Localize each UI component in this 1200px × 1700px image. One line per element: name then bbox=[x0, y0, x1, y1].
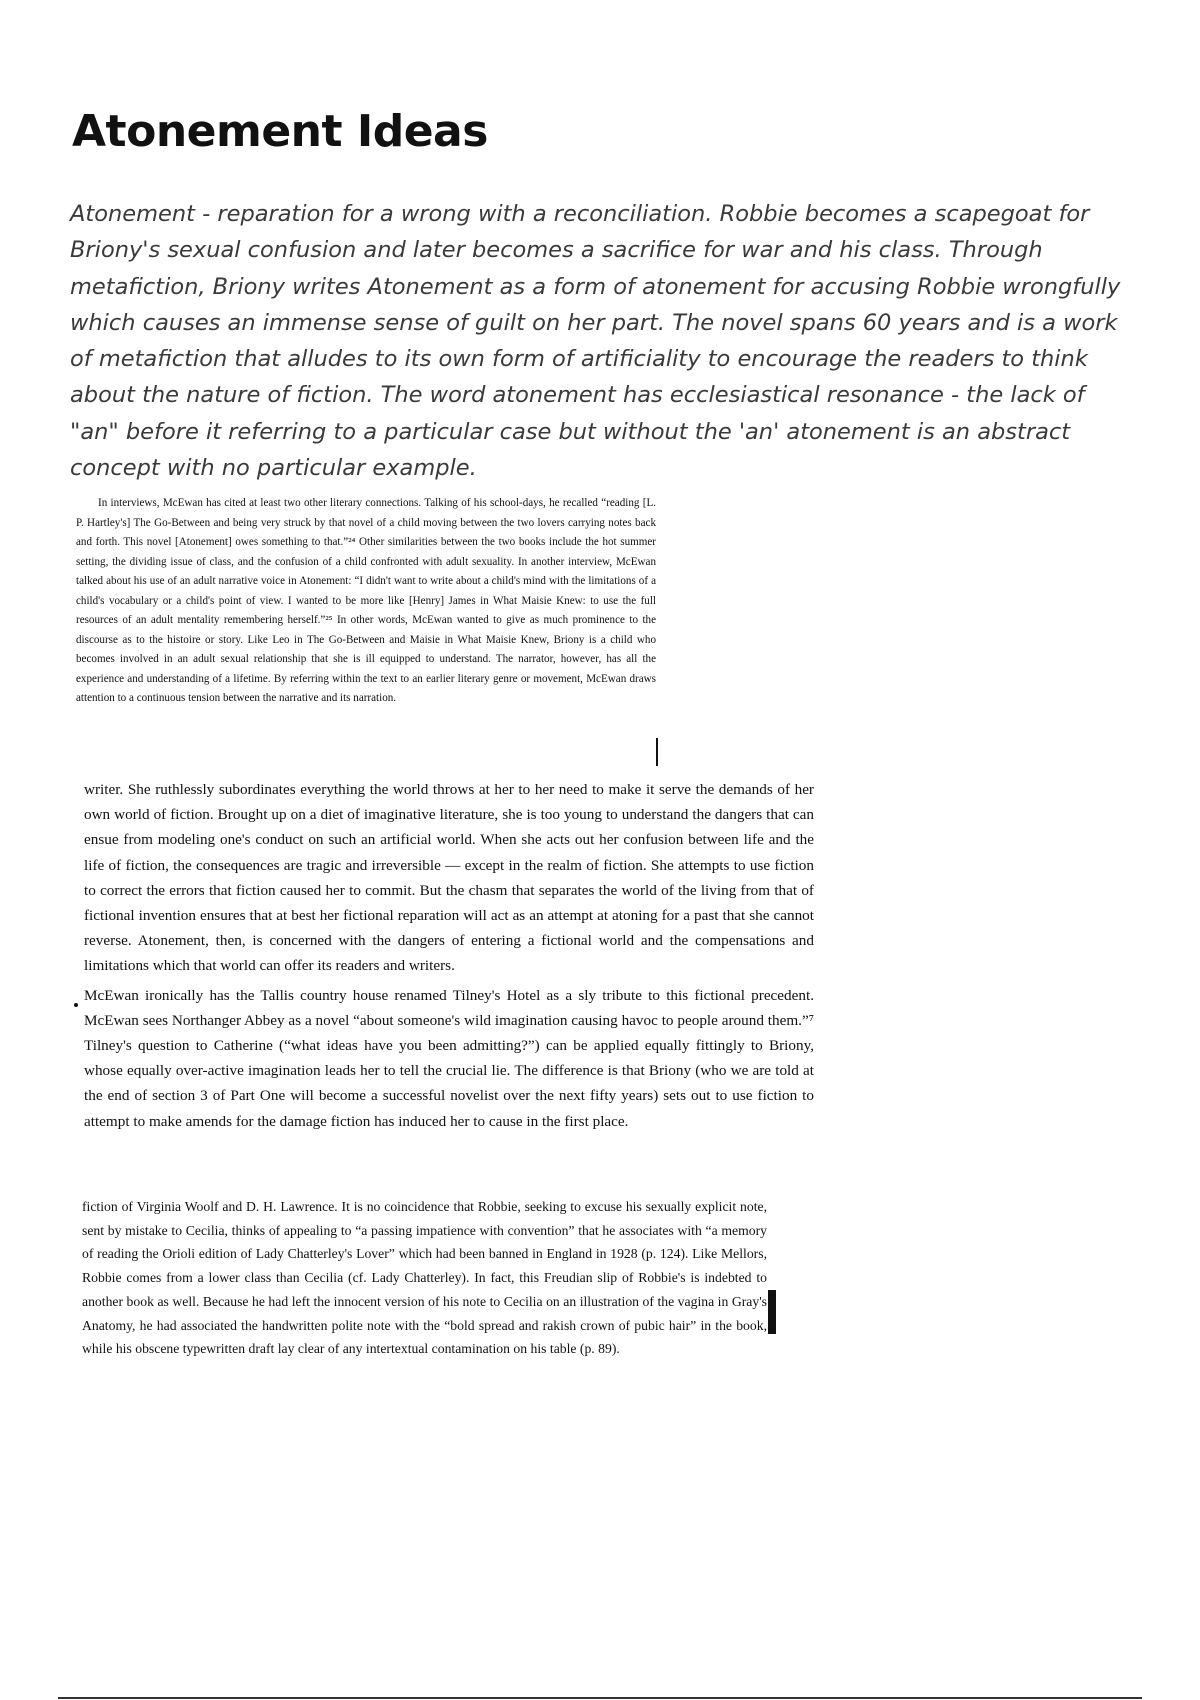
scan-margin-mark bbox=[768, 1290, 776, 1334]
excerpt-paragraph: McEwan ironically has the Tallis country house renamed Tilney's Hotel as a sly tribute to this fictional precedent. McEwan sees Northanger Abbey as a novel “about someone's wild imagination causing havoc to people around them.”⁷ Tilney's question to Catherine (“what ideas have you been admitting?”) can be applied equally fittingly to Briony, whose equally over-active imagination leads her to tell the crucial lie. The difference is that Briony (who we are told at the end of section 3 of Part One will become a successful novelist over the next fifty years) sets out to use fiction to attempt to make amends for the damage fiction has induced her to cause in the first place. bbox=[84, 986, 814, 1130]
page-title: Atonement Ideas bbox=[72, 106, 488, 157]
excerpt-paragraph: In interviews, McEwan has cited at least two other literary connections. Talking of his school-days, he recalled “reading [L. P. Hartley's] The Go-Between and being very struck by that novel of a child moving between the two lovers carrying notes back and forth. This novel [Atonement] owes something to that.”²⁴ Other similarities between the two books include the hot summer setting, the dividing issue of class, and the confusion of a child confronted with adult sexuality. In another interview, McEwan talked about his use of an adult narrative voice in Atonement: “I didn't want to write about a child's mind with the limitations of a child's vocabulary or a child's point of view. I wanted to be more like [Henry] James in What Maisie Knew: to use the full resources of an adult mentality remembering herself.”²⁵ In other words, McEwan wanted to give as much prominence to the discourse as to the histoire or story. Like Leo in The Go-Between and Maisie in What Maisie Knew, Briony is a child who becomes involved in an adult sexual relationship that she is ill equipped to understand. The narrator, however, has all the experience and understanding of a lifetime. By referring within the text to an earlier literary genre or movement, McEwan draws attention to a continuous tension between the narrative and its narration. bbox=[76, 497, 656, 705]
intro-paragraph: Atonement - reparation for a wrong with a reconciliation. Robbie becomes a scapegoat for Briony's sexual confusion and later becomes a sacrifice for war and his class. Through metafiction, Briony writes Atonement as a form of atonement for accusing Robbie wrongfully which causes an immense sense of guilt on her part. The novel spans 60 years and is a work of metafiction that alludes to its own form of artificiality to encourage the readers to think about the nature of fiction. The word atonement has ecclesiastical resonance - the lack of "an" before it referring to a particular case but without the 'an' atonement is an abstract concept with no particular example. bbox=[70, 201, 1121, 482]
scan-speck bbox=[74, 1003, 78, 1007]
excerpt-paragraph: writer. She ruthlessly subordinates everything the world throws at her to her need to make it serve the demands of her own world of fiction. Brought up on a diet of imaginative literature, she is too young to understand the dangers that can ensue from modeling one's conduct on such an artificial world. When she acts out her confusion between life and the life of fiction, the consequences are tragic and irreversible — except in the realm of fiction. She attempts to use fiction to correct the errors that fiction caused her to commit. But the chasm that separates the world of the living from that of fictional invention ensures that at best her fictional reparation will act as an attempt at atoning for a past that she cannot reverse. Atonement, then, is concerned with the dangers of entering a fictional world and the compensations and limitations which that world can offer its readers and writers. bbox=[84, 781, 814, 975]
scanned-excerpt-fiction bbox=[84, 777, 814, 1134]
excerpt-paragraph: fiction of Virginia Woolf and D. H. Lawrence. It is no coincidence that Robbie, seeking to excuse his sexually explicit note, sent by mistake to Cecilia, thinks of appealing to “a passing impatience with convention” that he associates with “a memory of reading the Orioli edition of Lady Chatterley's Lover” which had been banned in England in 1928 (p. 124). Like Mellors, Robbie comes from a lower class than Cecilia (cf. Lady Chatterley). In fact, this Freudian slip of Robbie's is indebted to another book as well. Because he had left the innocent version of his note to Cecilia on an illustration of the vagina in Gray's Anatomy, he had associated the handwritten polite note with the “bold spread and rakish crown of pubic hair” in the book, while his obscene typewritten draft lay clear of any intertextual contamination on his table (p. 89). bbox=[82, 1199, 767, 1357]
page-bottom-rule bbox=[58, 1697, 1142, 1699]
scanned-excerpt-lawrence bbox=[82, 1195, 767, 1361]
text-cursor-mark bbox=[656, 738, 658, 766]
scanned-excerpt-interviews bbox=[76, 494, 656, 709]
